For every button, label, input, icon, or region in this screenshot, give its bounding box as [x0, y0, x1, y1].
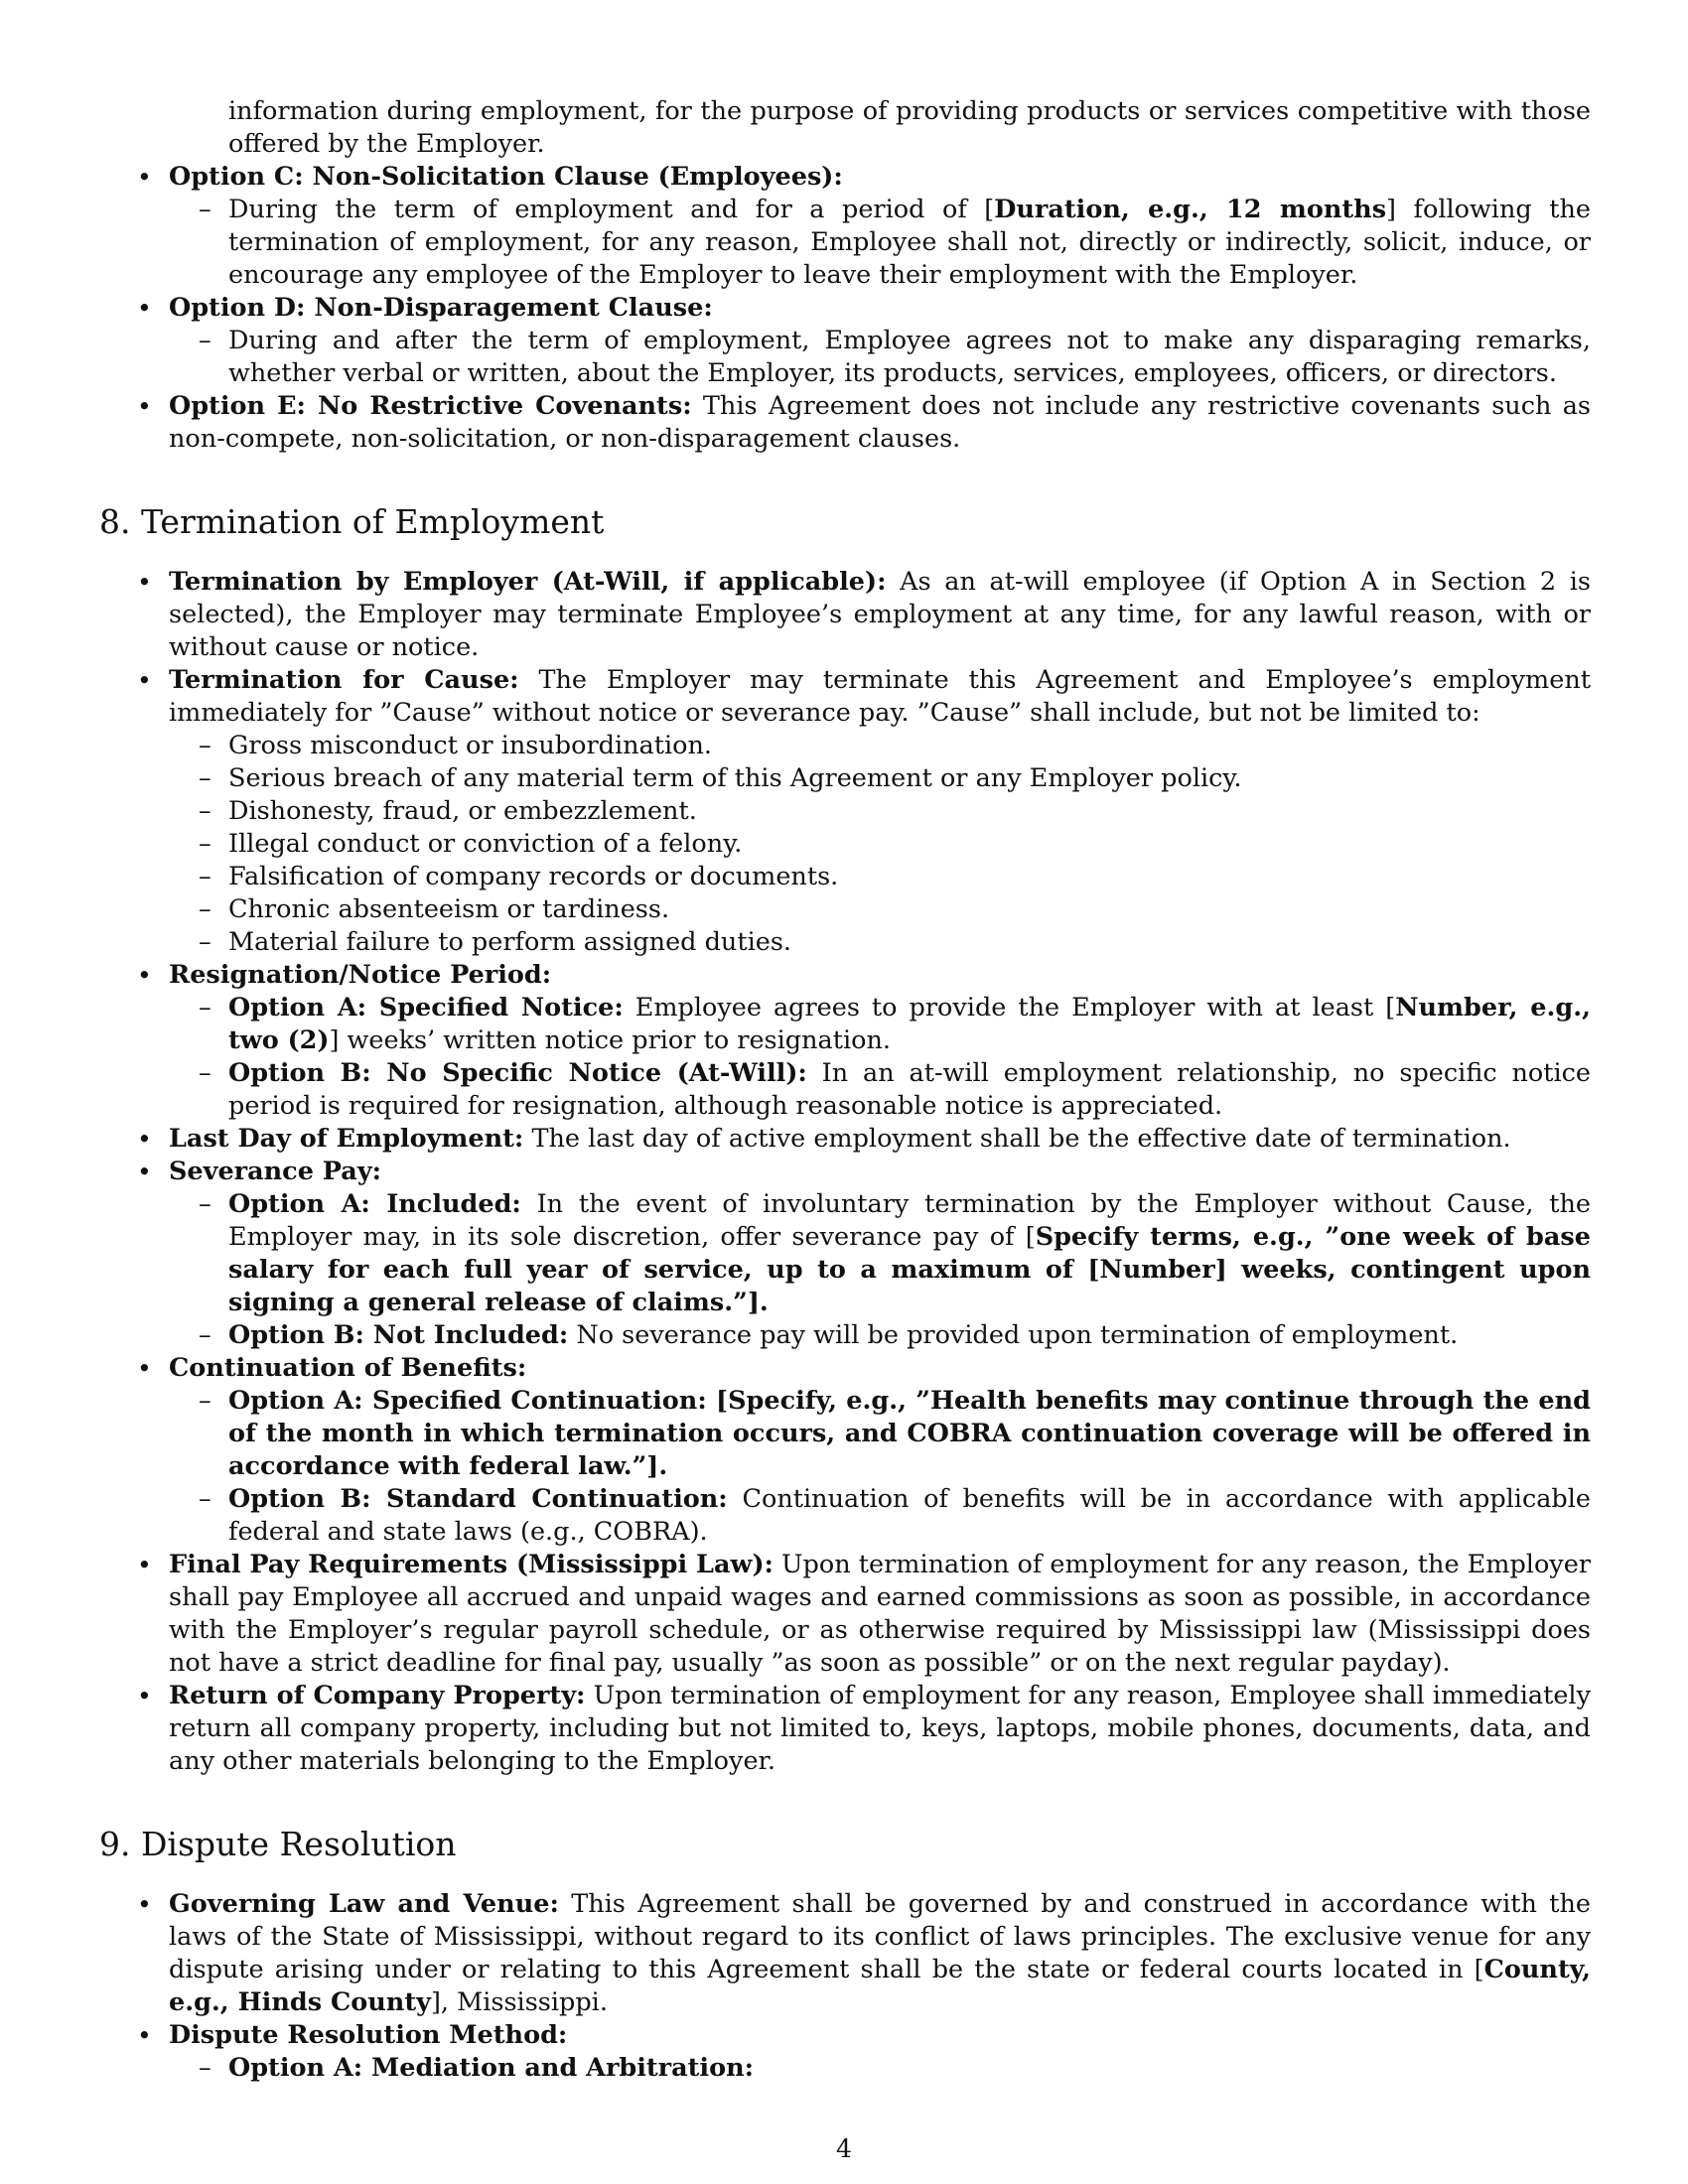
- list-item-termination-for-cause: • Termination for Cause: The Employer may terminate this Agreement and Employee’s employment immediately for ”Cause” without notice or severance pay. ”Cause” shall include, but not be limited to: – Gross misconduct or insubordination. – Serious breach of any material term of this Agreement or any Employer policy. – Dishonesty, fraud, or embezzlement. – Illegal conduct or conviction of a felony. – Falsification of company records or documents. – Chronic absenteeism or tardiness. – Material failure to perform assigned duties.: [99, 664, 1591, 959]
- dispute-option-a: – Option A: Mediation and Arbitration:: [169, 2052, 1591, 2085]
- resignation-option-a: – Option A: Specified Notice: Employee agrees to provide the Employer with at least [Number, e.g., two (2)] weeks’ written notice prior to resignation.: [169, 992, 1591, 1057]
- termination-list: [99, 566, 1591, 1778]
- cause-item: – Material failure to perform assigned duties.: [169, 926, 1591, 959]
- cause-item: – Gross misconduct or insubordination.: [169, 730, 1591, 762]
- list-item-benefits: • Continuation of Benefits: – Option A: Specified Continuation: [Specify, e.g., ”Health benefits may continue through the end of the month in which termination occurs, and COBRA continuation coverage will be offered in accordance with federal law.”]. – Option B: Standard Continuation: Continuation of benefits will be in accordance with applicable federal and state laws (e.g., COBRA).: [99, 1352, 1591, 1549]
- severance-option-b: – Option B: Not Included: No severance pay will be provided upon termination of employment.: [169, 1319, 1591, 1352]
- cause-item: – Dishonesty, fraud, or embezzlement.: [169, 795, 1591, 828]
- list-item-last-day: • Last Day of Employment: The last day of active employment shall be the effective date of termination.: [99, 1123, 1591, 1156]
- option-c-text: – During the term of employment and for a period of [Duration, e.g., 12 months] following the termination of employment, for any reason, Employee shall not, directly or indirectly, solicit, induce, or encourage any employee of the Employer to leave their employment with the Employer.: [169, 194, 1591, 292]
- cause-list: [169, 730, 1591, 959]
- option-d-text: – During and after the term of employment, Employee agrees not to make any disparaging remarks, whether verbal or written, about the Employer, its products, services, employees, officers, or directors.: [169, 325, 1591, 390]
- restrictive-covenant-options: [99, 161, 1591, 456]
- section-9-title: 9. Dispute Resolution: [99, 1825, 457, 1863]
- dispute-list: [99, 1888, 1591, 2085]
- option-e-label: Option E: No Restrictive Covenants:: [169, 391, 692, 421]
- list-item-termination-by-employer: • Termination by Employer (At-Will, if applicable): As an at-will employee (if Option A in Section 2 is selected), the Employer may terminate Employee’s employment at any time, for any lawful reason, with or without cause or notice.: [99, 566, 1591, 664]
- list-item-governing-law: • Governing Law and Venue: This Agreement shall be governed by and construed in accordance with the laws of the State of Mississippi, without regard to its conflict of laws principles. The exclusive venue for any dispute arising under or relating to this Agreement shall be the state or federal courts located in [County, e.g., Hinds County], Mississippi.: [99, 1888, 1591, 2019]
- cause-item: – Chronic absenteeism or tardiness.: [169, 893, 1591, 926]
- cause-item: – Falsification of company records or documents.: [169, 861, 1591, 893]
- document-page: [99, 95, 1591, 2085]
- resignation-option-b: – Option B: No Specific Notice (At-Will): In an at-will employment relationship, no specific notice period is required for resignation, although reasonable notice is appreciated.: [169, 1057, 1591, 1123]
- list-item-company-property: • Return of Company Property: Upon termination of employment for any reason, Employee shall immediately return all company property, including but not limited to, keys, laptops, mobile phones, documents, data, and any other materials belonging to the Employer.: [99, 1680, 1591, 1778]
- page-number: 4: [836, 2134, 852, 2163]
- list-item-final-pay: • Final Pay Requirements (Mississippi Law): Upon termination of employment for any reason, the Employer shall pay Employee all accrued and unpaid wages and earned commissions as soon as possible, in accordance with the Employer’s regular payroll schedule, or as otherwise required by Mississippi law (Mississippi does not have a strict deadline for final pay, usually ”as soon as possible” or on the next regular payday).: [99, 1549, 1591, 1680]
- list-item-resignation: • Resignation/Notice Period: – Option A: Specified Notice: Employee agrees to provide the Employer with at least [Number, e.g., two (2)] weeks’ written notice prior to resignation. – Option B: No Specific Notice (At-Will): In an at-will employment relationship, no specific notice period is required for resignation, although reasonable notice is appreciated.: [99, 959, 1591, 1123]
- severance-option-a: – Option A: Included: In the event of involuntary termination by the Employer without Cause, the Employer may, in its sole discretion, offer severance pay of [Specify terms, e.g., ”one week of base salary for each full year of service, up to a maximum of [Number] weeks, contingent upon signing a general release of claims.”].: [169, 1188, 1591, 1319]
- list-item-severance: • Severance Pay: – Option A: Included: In the event of involuntary termination by the Employer without Cause, the Employer may, in its sole discretion, offer severance pay of [Specify terms, e.g., ”one week of base salary for each full year of service, up to a maximum of [Number] weeks, contingent upon signing a general release of claims.”]. – Option B: Not Included: No severance pay will be provided upon termination of employment.: [99, 1156, 1591, 1352]
- list-item-option-e: • Option E: No Restrictive Covenants: This Agreement does not include any restrictive covenants such as non-compete, non-solicitation, or non-disparagement clauses.: [99, 390, 1591, 456]
- cause-item: – Serious breach of any material term of this Agreement or any Employer policy.: [169, 762, 1591, 795]
- option-c-label: Option C: Non-Solicitation Clause (Employees):: [169, 162, 843, 192]
- benefits-option-b: – Option B: Standard Continuation: Continuation of benefits will be in accordance with applicable federal and state laws (e.g., COBRA).: [169, 1483, 1591, 1549]
- continued-paragraph: information during employment, for the purpose of providing products or services competitive with those offered by the Employer.: [228, 96, 1591, 159]
- list-item-option-c: [99, 161, 1591, 292]
- list-item-option-d: [99, 292, 1591, 390]
- list-item-dispute-method: • Dispute Resolution Method: – Option A: Mediation and Arbitration:: [99, 2019, 1591, 2085]
- benefits-option-a: – Option A: Specified Continuation: [Specify, e.g., ”Health benefits may continue through the end of the month in which termination occurs, and COBRA continuation coverage will be offered in accordance with federal law.”].: [169, 1385, 1591, 1483]
- section-8-title: 8. Termination of Employment: [99, 502, 605, 541]
- cause-item: – Illegal conduct or conviction of a felony.: [169, 828, 1591, 861]
- option-d-label: Option D: Non-Disparagement Clause:: [169, 293, 713, 323]
